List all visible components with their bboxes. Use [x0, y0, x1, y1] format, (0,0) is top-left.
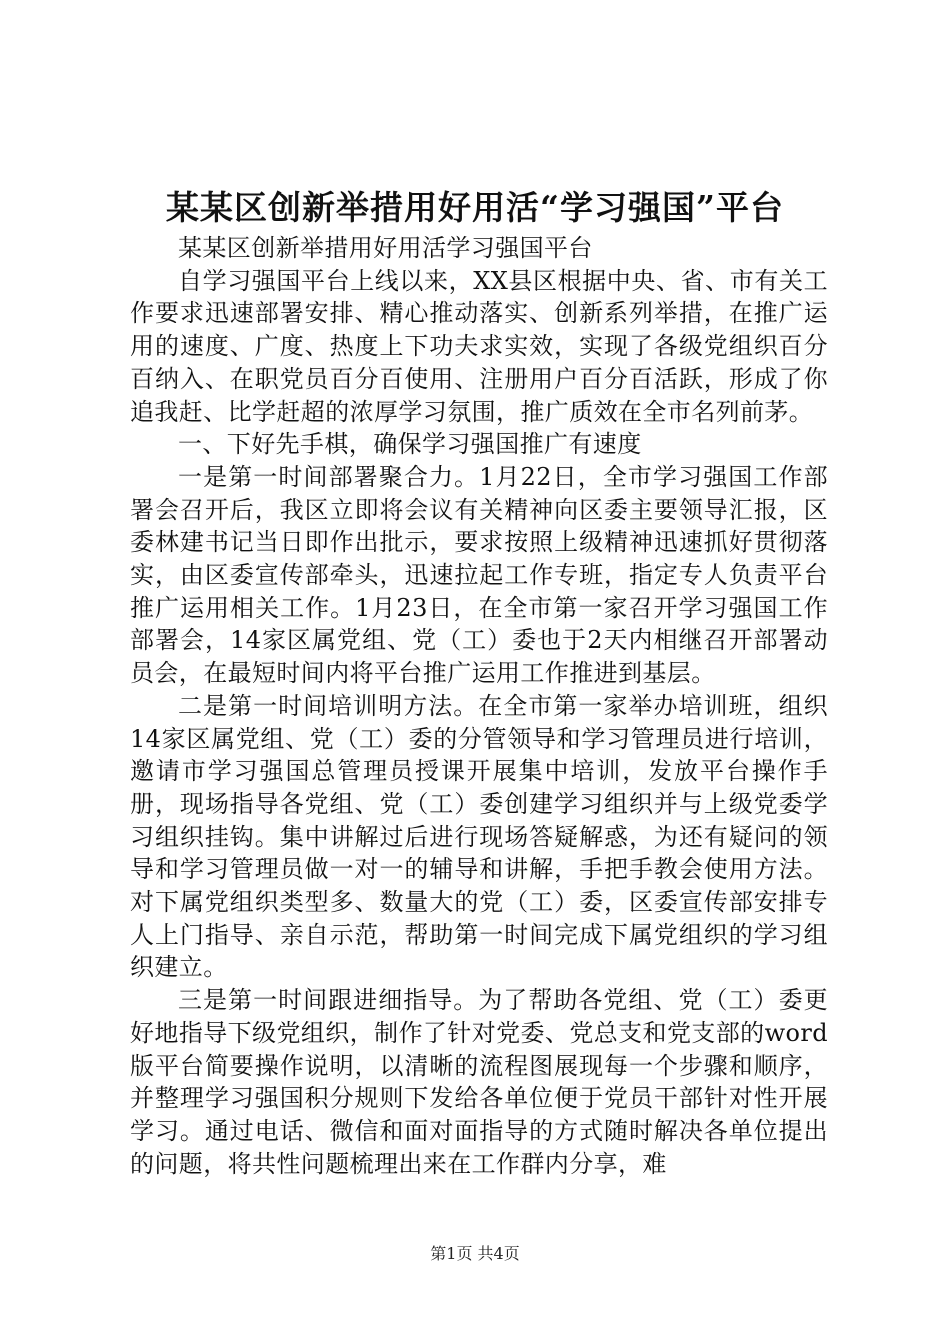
body-paragraph: 二是第一时间培训明方法。在全市第一家举办培训班，组织14家区属党组、党（工）委的分管领导和学习管理员进行培训，邀请市学习强国总管理员授课开展集中培训，发放平台操作手册，现场指导各党组、党（工）委创建学习组织并与上级党委学习组织挂钩。集中讲解过后进行现场答疑解惑，为还有疑问的领导和学习管理员做一对一的辅导和讲解，手把手教会使用方法。对下属党组织类型多、数量大的党（工）委，区委宣传部安排专人上门指导、亲自示范，帮助第一时间完成下属党组织的学习组织建立。 [130, 691, 828, 982]
body-paragraph: 一是第一时间部署聚合力。1月22日，全市学习强国工作部署会召开后，我区立即将会议有关精神向区委主要领导汇报，区委林建书记当日即作出批示，要求按照上级精神迅速抓好贯彻落实，由区委宣传部牵头，迅速拉起工作专班，指定专人负责平台推广运用相关工作。1月23日，在全市第一家召开学习强国工作部署会，14家区属党组、党（工）委也于2天内相继召开部署动员会，在最短时间内将平台推广运用工作推进到基层。 [130, 462, 828, 688]
page-number-footer: 第1页 共4页 [430, 1244, 520, 1263]
intro-paragraph: 自学习强国平台上线以来，XX县区根据中央、省、市有关工作要求迅速部署安排、精心推动落实、创新系列举措，在推广运用的速度、广度、热度上下功夫求实效，实现了各级党组织百分百纳入、在职党员百分百使用、注册用户百分百活跃，形成了你追我赶、比学赶超的浓厚学习氛围，推广质效在全市名列前茅。 [130, 266, 828, 426]
section-heading: 一、下好先手棋，确保学习强国推广有速度 [178, 430, 642, 459]
document-title: 某某区创新举措用好用活“学习强国”平台 [166, 188, 784, 227]
document-body [130, 232, 828, 1180]
subtitle-paragraph: 某某区创新举措用好用活学习强国平台 [178, 234, 593, 262]
body-paragraph: 三是第一时间跟进细指导。为了帮助各党组、党（工）委更好地指导下级党组织，制作了针对党委、党总支和党支部的word版平台简要操作说明，以清晰的流程图展现每一个步骤和顺序，并整理学习强国积分规则下发给各单位便于党员干部针对性开展学习。通过电话、微信和面对面指导的方式随时解决各单位提出的问题，将共性问题梳理出来在工作群内分享，难 [130, 986, 828, 1178]
